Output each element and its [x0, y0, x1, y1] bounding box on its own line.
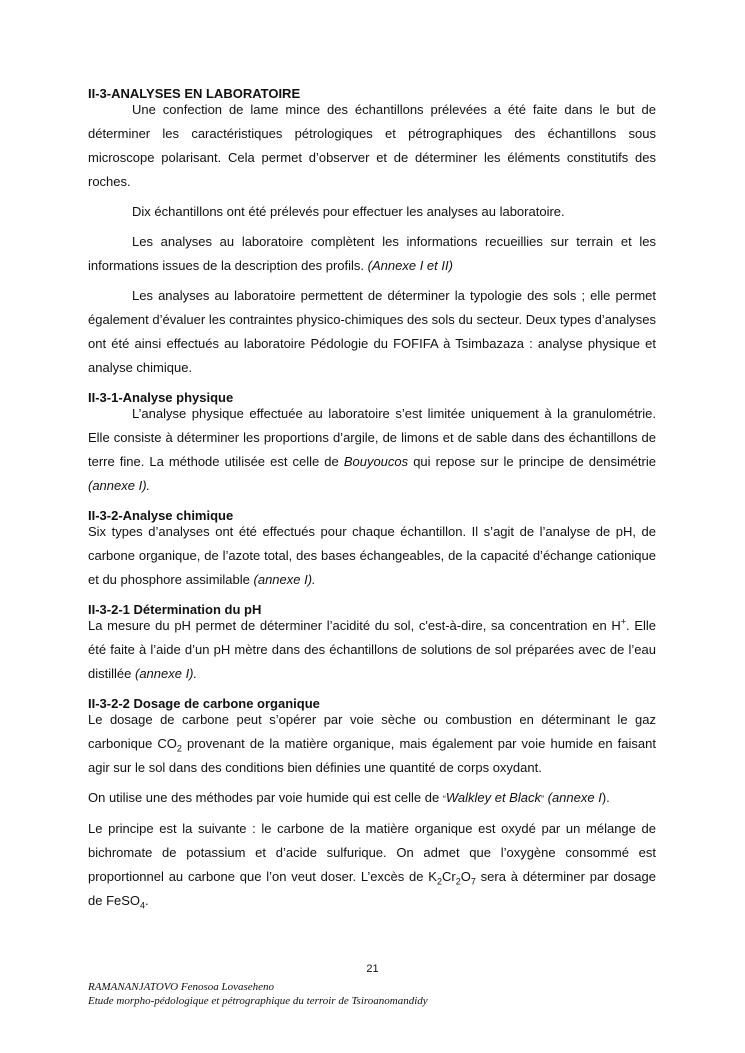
method-name: Bouyoucos [343, 454, 409, 469]
paragraph: On utilise une des méthodes par voie humide qui est celle de “Walkley et Black” (annexe I). [88, 790, 610, 805]
document-body [88, 86, 656, 913]
section-heading: II-3-1-Analyse physique [88, 390, 234, 405]
section-heading: II-3-2-1 Détermination du pH [88, 602, 262, 617]
method-name: Walkley et Black [445, 790, 541, 805]
footer [88, 980, 688, 1008]
paragraph: Dix échantillons ont été prélevés pour effectuer les analyses au laboratoire. [132, 204, 565, 219]
paragraph: Le dosage de carbone peut s’opérer par voie sèche ou combustion en déterminant le gaz carbonique $CO_2$ provenant de la matière organique, mais également par voie humide en faisant agir sur le sol dans des conditions bien définies une quantité de corps oxydant. [88, 712, 656, 775]
section-heading: II-3-2-Analyse chimique [88, 508, 234, 523]
page-number: 21 [366, 963, 379, 975]
paragraph: Une confection de lame mince des échantillons prélevées a été faite dans le but de déterminer les caractéristiques pétrologiques et pétrographiques des échantillons sous microscope polarisant. Cela permet d’observer et de déterminer les éléments constitutifs des roches. [88, 102, 656, 189]
section-heading: II-3-2-2 Dosage de carbone organique [88, 696, 320, 711]
paragraph: Six types d’analyses ont été effectués pour chaque échantillon. Il s’agit de l’analyse de pH, de carbone organique, de l’azote total, des bases échangeables, de la capacité d’échange cationique et du phosphore assimilable (annexe I). [88, 524, 656, 587]
footer-title: Etude morpho-pédologique et pétrographique du terroir de Tsiroanomandidy [88, 995, 428, 1007]
paragraph: La mesure du pH permet de déterminer l’acidité du sol, c'est-à-dire, sa concentration en H+. Elle été faite à l’aide d’un pH mètre dans des échantillons de solutions de sol préparées avec de l’eau distillée (annexe I). [88, 616, 656, 681]
paragraph: Le principe est la suivante : le carbone de la matière organique est oxydé par un mélange de bichromate de potassium et d’acide sulfurique. On admet que l’oxygène consommé est proportionnel au carbone que l’on veut doser. L’excès de $K_2Cr_2O_7$ sera à déterminer par dosage de FeSO$_4$. [88, 821, 656, 911]
annex-reference: (annexe I). [134, 666, 198, 681]
annex-reference: (annexe [547, 790, 595, 805]
section-heading: II-3-ANALYSES EN LABORATOIRE [88, 86, 301, 101]
paragraph: Les analyses au laboratoire complètent les informations recueillies sur terrain et les informations issues de la description des profils. (Annexe I et II) [88, 234, 656, 273]
paragraph: Les analyses au laboratoire permettent de déterminer la typologie des sols ; elle permet également d’évaluer les contraintes physico-chimiques des sols du secteur. Deux types d’analyses ont été ainsi effectués au laboratoire Pédologie du FOFIFA à Tsimbazaza : analyse physique et analyse chimique. [88, 288, 656, 375]
annex-reference: (annexe I). [88, 478, 151, 493]
paragraph: L’analyse physique effectuée au laboratoire s’est limitée uniquement à la granulométrie. Elle consiste à déterminer les proportions d’argile, de limons et de sable dans des échantillons de terre fine. La méthode utilisée est celle de Bouyoucos qui repose sur le principe de densimétrie (annexe I). [88, 406, 656, 493]
footer-author: RAMANANJATOVO Fenosoa Lovaseheno [88, 981, 275, 993]
annex-reference: (Annexe I et II) [367, 258, 453, 273]
annex-reference: (annexe I). [253, 572, 316, 587]
